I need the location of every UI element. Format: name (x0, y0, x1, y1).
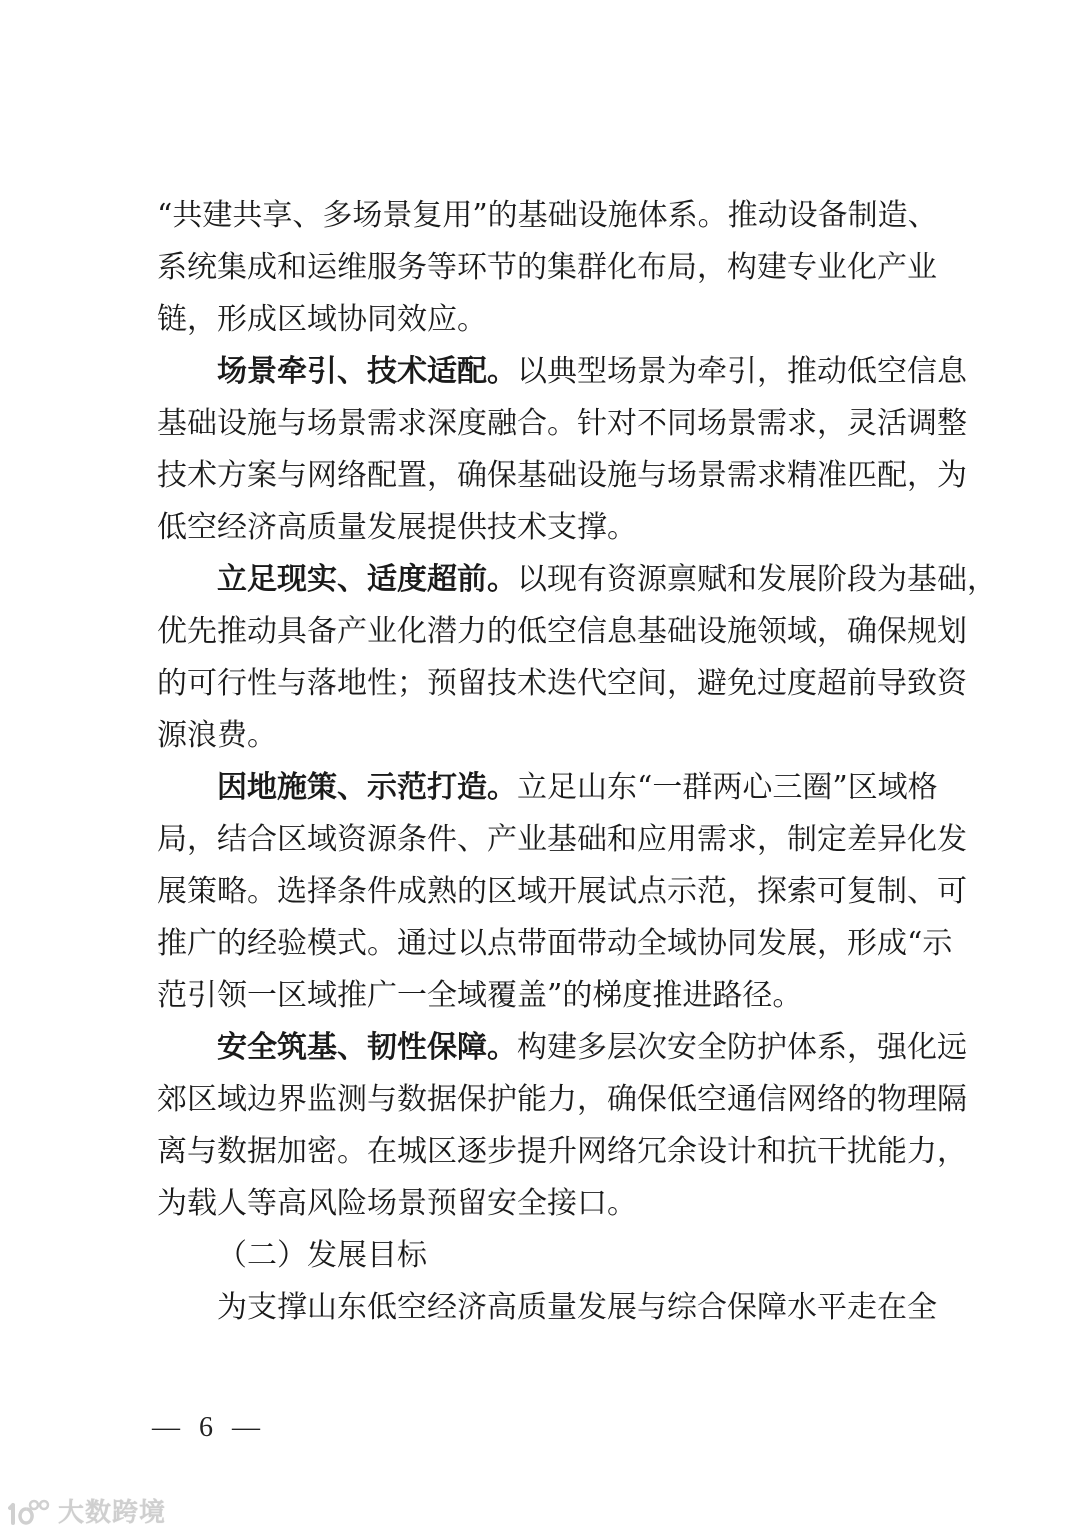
paragraph-lead-heading: 场景牵引、技术适配。 (217, 354, 517, 389)
paragraph-first-line (157, 1022, 967, 1074)
text-line: 技术方案与网络配置，确保基础设施与场景需求精准匹配，为 (157, 458, 967, 493)
text-line: 为载人等高风险场景预留安全接口。 (157, 1186, 637, 1221)
1000-logo-icon (8, 1497, 52, 1525)
watermark (8, 1492, 166, 1529)
text-span: 以现有资源禀赋和发展阶段为基础， (517, 562, 997, 597)
text-line: 的可行性与落地性；预留技术迭代空间，避免过度超前导致资 (157, 666, 967, 701)
text-line: 系统集成和运维服务等环节的集群化布局，构建专业化产业 (157, 250, 937, 285)
text-line: 低空经济高质量发展提供技术支撑。 (157, 510, 637, 545)
text-line: 离与数据加密。在城区逐步提升网络冗余设计和抗干扰能力， (157, 1134, 967, 1169)
paragraph-lead-heading: 安全筑基、韧性保障。 (217, 1030, 517, 1065)
text-line: 基础设施与场景需求深度融合。针对不同场景需求，灵活调整 (157, 406, 967, 441)
paragraph-first-line (157, 762, 938, 814)
text-line: 优先推动具备产业化潜力的低空信息基础设施领域，确保规划 (157, 614, 967, 649)
text-line: 局，结合区域资源条件、产业基础和应用需求，制定差异化发 (157, 822, 967, 857)
text-line: 郊区域边界监测与数据保护能力，确保低空通信网络的物理隔 (157, 1082, 967, 1117)
paragraph-lead-heading: 立足现实、适度超前。 (217, 562, 517, 597)
text-span: 构建多层次安全防护体系，强化远 (517, 1030, 967, 1065)
section-heading: （二）发展目标 (217, 1238, 427, 1273)
text-line: 推广的经验模式。通过以点带面带动全域协同发展，形成“示 (157, 926, 953, 961)
text-line: 链，形成区域协同效应。 (157, 302, 487, 337)
text-line: 范引领一区域推广一全域覆盖”的梯度推进路径。 (157, 978, 803, 1013)
document-body (157, 190, 997, 1334)
text-line: 源浪费。 (157, 718, 277, 753)
paragraph-first-line (157, 554, 997, 606)
watermark-text: 大数跨境 (58, 1498, 167, 1528)
text-line: 展策略。选择条件成熟的区域开展试点示范，探索可复制、可 (157, 874, 967, 909)
text-span: 以典型场景为牵引，推动低空信息 (517, 354, 967, 389)
text-span: 立足山东“一群两心三圈”区域格 (517, 770, 938, 805)
paragraph-first-line: 为支撑山东低空经济高质量发展与综合保障水平走在全 (217, 1290, 937, 1325)
paragraph-first-line (157, 346, 967, 398)
text-line: “共建共享、多场景复用”的基础设施体系。推动设备制造、 (157, 198, 938, 233)
paragraph-lead-heading: 因地施策、示范打造。 (217, 770, 517, 805)
page-number: — 6 — (152, 1412, 266, 1443)
